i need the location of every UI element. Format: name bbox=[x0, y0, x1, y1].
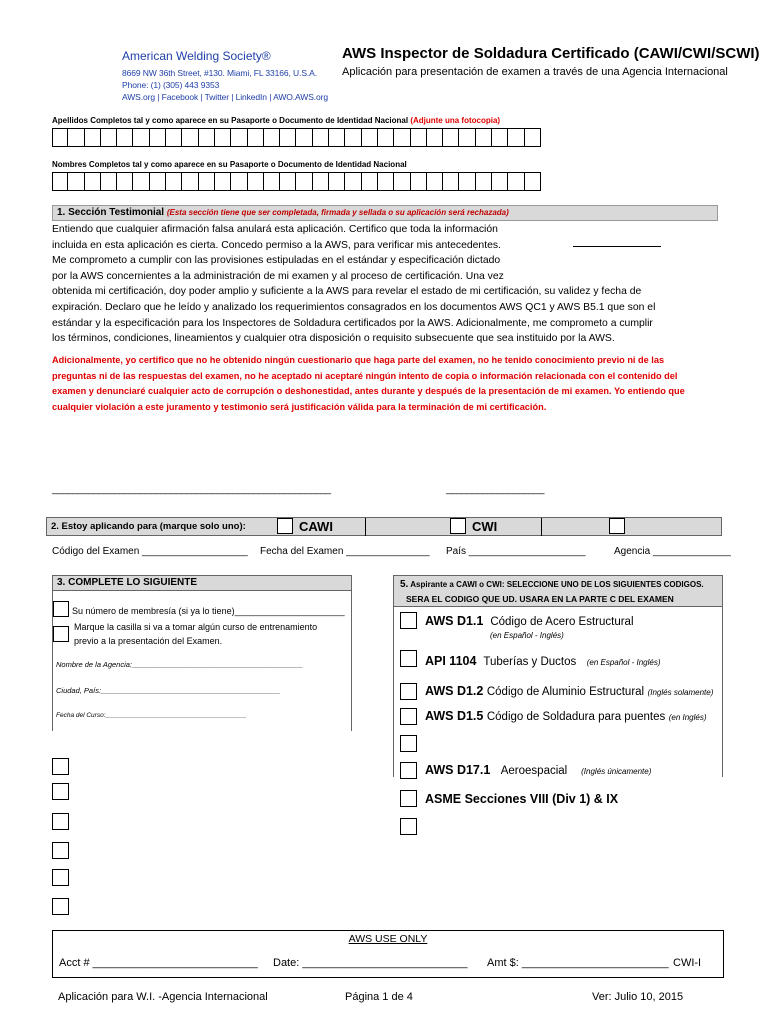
section1-paragraph bbox=[52, 222, 722, 347]
char-box[interactable] bbox=[117, 128, 133, 147]
code-d11-checkbox[interactable] bbox=[400, 612, 417, 629]
char-box[interactable] bbox=[199, 128, 215, 147]
char-box[interactable] bbox=[296, 128, 312, 147]
code-d15-desc: Código de Soldadura para puentes bbox=[486, 711, 666, 723]
left-checkbox[interactable] bbox=[52, 842, 69, 859]
section1-line: Me comprometo a cumplir con las provisiones estipuladas en el estándar y especificación dictado bbox=[52, 255, 501, 267]
char-box[interactable] bbox=[68, 128, 84, 147]
char-box[interactable] bbox=[508, 172, 524, 191]
char-box[interactable] bbox=[394, 172, 410, 191]
char-box[interactable] bbox=[133, 172, 149, 191]
course-text-1: Marque la casilla si va a tomar algún curso de entrenamiento bbox=[74, 622, 318, 632]
char-box[interactable] bbox=[52, 128, 68, 147]
city-country-field[interactable]: Ciudad, País:___________________________________________ bbox=[56, 686, 281, 695]
divider bbox=[365, 518, 366, 536]
code-d171-desc: Aeroespacial bbox=[500, 765, 568, 777]
red-line: cualquier violación a este juramento y testimonio será justificación válida para la terminación de mi certificación. bbox=[52, 401, 547, 412]
org-name: American Welding Society® bbox=[122, 49, 271, 63]
char-box[interactable] bbox=[52, 172, 68, 191]
char-box[interactable] bbox=[329, 172, 345, 191]
code-blank-checkbox[interactable] bbox=[400, 735, 417, 752]
date-line[interactable]: ___________________ bbox=[446, 484, 545, 495]
left-checkbox[interactable] bbox=[52, 898, 69, 915]
char-box[interactable] bbox=[508, 128, 524, 147]
section5-title-rest: Aspirante a CAWI o CWI: SELECCIONE UNO DE LOS SIGUIENTES CODIGOS. bbox=[410, 580, 704, 589]
char-box[interactable] bbox=[525, 128, 541, 147]
surname-label bbox=[52, 116, 500, 125]
org-address: 8669 NW 36th Street, #130. Miami, FL 33166, U.S.A. bbox=[122, 68, 318, 78]
code-api1104-note: (en Español - Inglés) bbox=[586, 658, 661, 667]
section5-header bbox=[393, 575, 723, 607]
org-phone: Phone: (1) (305) 443 9353 bbox=[122, 80, 220, 90]
section5-title-2: SERA EL CODIGO QUE UD. USARA EN LA PARTE C DEL EXAMEN bbox=[406, 594, 674, 604]
char-box[interactable] bbox=[182, 172, 198, 191]
char-box[interactable] bbox=[117, 172, 133, 191]
code-api1104-checkbox[interactable] bbox=[400, 650, 417, 667]
char-box[interactable] bbox=[215, 172, 231, 191]
left-checkbox[interactable] bbox=[52, 783, 69, 800]
surname-boxes[interactable] bbox=[52, 128, 541, 147]
aws-use-title: AWS USE ONLY bbox=[348, 933, 428, 945]
section5-number: 5. bbox=[400, 579, 409, 590]
char-box[interactable] bbox=[525, 172, 541, 191]
section1-line: incluida en esta aplicación es cierta. Concedo permiso a la AWS, para verificar mis antecedentes. bbox=[52, 239, 501, 251]
membership-field[interactable]: Su número de membresía (si ya lo tiene)______________________ bbox=[72, 606, 345, 616]
char-box[interactable] bbox=[68, 172, 84, 191]
char-box[interactable] bbox=[476, 128, 492, 147]
section5-title-1 bbox=[400, 578, 716, 592]
char-box[interactable] bbox=[443, 172, 459, 191]
cawi-label: CAWI bbox=[299, 519, 333, 534]
section2-title: 2. Estoy aplicando para (marque solo uno): bbox=[51, 521, 246, 532]
char-box[interactable] bbox=[231, 128, 247, 147]
surname-note: (Adjunte una fotocopia) bbox=[410, 116, 501, 125]
char-box[interactable] bbox=[378, 128, 394, 147]
membership-checkbox[interactable] bbox=[53, 601, 69, 617]
agency-field[interactable]: Agencia ______________ bbox=[614, 546, 731, 557]
char-box[interactable] bbox=[248, 172, 264, 191]
code-api1104-code: API 1104 bbox=[425, 654, 477, 668]
char-box[interactable] bbox=[459, 172, 475, 191]
char-box[interactable] bbox=[231, 172, 247, 191]
red-line: preguntas ni de las respuestas del examen, no he aceptado ni aceptaré ningún intento de copia o información relacionada con el contenido del bbox=[52, 370, 678, 381]
course-text-2: previo a la presentación del Examen. bbox=[74, 636, 223, 646]
code-d15-note: (en Inglés) bbox=[668, 713, 707, 722]
char-box[interactable] bbox=[411, 128, 427, 147]
given-names-label: Nombres Completos tal y como aparece en su Pasaporte o Documento de Identidad Nacional bbox=[52, 160, 407, 169]
char-box[interactable] bbox=[150, 172, 166, 191]
char-box[interactable] bbox=[362, 128, 378, 147]
page-subtitle: Aplicación para presentación de examen a través de una Agencia Internacional bbox=[342, 66, 728, 78]
char-box[interactable] bbox=[150, 128, 166, 147]
char-box[interactable] bbox=[280, 172, 296, 191]
footer-page: Página 1 de 4 bbox=[345, 991, 413, 1003]
char-box[interactable] bbox=[411, 172, 427, 191]
country-field[interactable]: País _____________________ bbox=[446, 546, 586, 557]
char-box[interactable] bbox=[101, 172, 117, 191]
code-d11-note: (en Español - Inglés) bbox=[490, 631, 564, 640]
char-box[interactable] bbox=[394, 128, 410, 147]
section1-line: estándar y la especificación para los Inspectores de Soldadura certificados por la AWS. Adicionalmente, me comprometo a cumplir bbox=[52, 317, 653, 329]
code-d12-note: (Inglés solamente) bbox=[647, 688, 714, 697]
code-d171-note: (Inglés únicamente) bbox=[581, 767, 652, 776]
code-d12-checkbox[interactable] bbox=[400, 683, 417, 700]
char-box[interactable] bbox=[443, 128, 459, 147]
code-asme: ASME Secciones VIII (Div 1) & IX bbox=[425, 792, 619, 806]
divider bbox=[541, 518, 542, 536]
code-d12-code: AWS D1.2 bbox=[425, 684, 484, 698]
char-box[interactable] bbox=[345, 128, 361, 147]
exam-code-field[interactable]: Código del Examen ___________________ bbox=[52, 546, 248, 557]
acct-field[interactable]: Acct # ___________________________ bbox=[59, 957, 258, 969]
char-box[interactable] bbox=[182, 128, 198, 147]
exam-date-field[interactable]: Fecha del Examen _______________ bbox=[260, 546, 430, 557]
char-box[interactable] bbox=[345, 172, 361, 191]
section1-line: expiración. Declaro que he leído y analizado los requerimientos consagrados en los documentos AWS QC1 y AWS B5.1 que son el bbox=[52, 301, 656, 313]
code-d15 bbox=[425, 709, 707, 723]
char-box[interactable] bbox=[248, 128, 264, 147]
section1-line: los términos, condiciones, lineamientos y cualquier otra disposición o requisito subsecuente que sea instituido por la AWS. bbox=[52, 333, 615, 345]
code-asme-checkbox[interactable] bbox=[400, 790, 417, 807]
code-d12-desc: Código de Aluminio Estructural bbox=[486, 686, 645, 698]
char-box[interactable] bbox=[280, 128, 296, 147]
char-box[interactable] bbox=[313, 172, 329, 191]
code-d11-desc: Código de Acero Estructural bbox=[490, 616, 634, 628]
code-d171-code: AWS D17.1 bbox=[425, 763, 491, 777]
section1-red-paragraph bbox=[52, 353, 722, 415]
section1-line: obtenida mi certificación, doy poder amplio y suficiente a la AWS para revelar el estado de mi certificación, su validez y fecha de bbox=[52, 286, 642, 298]
section1-header bbox=[52, 205, 718, 221]
code-blank-checkbox[interactable] bbox=[400, 818, 417, 835]
amt-field[interactable]: Amt $: ________________________ bbox=[487, 957, 669, 969]
char-box[interactable] bbox=[199, 172, 215, 191]
char-box[interactable] bbox=[101, 128, 117, 147]
char-box[interactable] bbox=[476, 172, 492, 191]
code-api1104 bbox=[425, 654, 661, 668]
code-d15-code: AWS D1.5 bbox=[425, 709, 484, 723]
code-d12 bbox=[425, 684, 713, 698]
course-date-field[interactable]: Fecha del Curso:_______________________________________ bbox=[56, 712, 247, 719]
code-d15-checkbox[interactable] bbox=[400, 708, 417, 725]
red-line: examen y denunciaré cualquier acto de corrupción o deshonestidad, antes durante y después de la presentación de mi examen. Yo entiendo que bbox=[52, 386, 685, 396]
left-checkbox[interactable] bbox=[52, 869, 69, 886]
code-api1104-desc: Tuberías y Ductos bbox=[483, 656, 577, 668]
scwi-checkbox[interactable] bbox=[609, 518, 625, 534]
char-box[interactable] bbox=[264, 172, 280, 191]
section1-title: 1. Sección Testimonial bbox=[57, 207, 165, 218]
section1-line: Entiendo que cualquier afirmación falsa anulará esta aplicación. Certifico que toda la información bbox=[52, 224, 498, 235]
char-box[interactable] bbox=[329, 128, 345, 147]
acct-code: CWI-I bbox=[673, 957, 702, 969]
section3-header: 3. COMPLETE LO SIGUIENTE bbox=[52, 575, 352, 591]
aws-use-only-box bbox=[52, 930, 724, 978]
char-box[interactable] bbox=[427, 172, 443, 191]
char-box[interactable] bbox=[492, 172, 508, 191]
surname-label-text: Apellidos Completos tal y como aparece en su Pasaporte o Documento de Identidad Nacional bbox=[52, 116, 409, 125]
cwi-checkbox[interactable] bbox=[450, 518, 466, 534]
char-box[interactable] bbox=[85, 172, 101, 191]
section1-note: (Esta sección tiene que ser completada, firmada y sellada o su aplicación será rechazada) bbox=[166, 208, 509, 217]
char-box[interactable] bbox=[362, 172, 378, 191]
char-box[interactable] bbox=[85, 128, 101, 147]
char-box[interactable] bbox=[166, 128, 182, 147]
course-checkbox[interactable] bbox=[53, 626, 69, 642]
footer-left: Aplicación para W.I. -Agencia Internacional bbox=[58, 991, 268, 1003]
char-box[interactable] bbox=[264, 128, 280, 147]
char-box[interactable] bbox=[313, 128, 329, 147]
given-names-boxes[interactable] bbox=[52, 172, 541, 191]
char-box[interactable] bbox=[166, 172, 182, 191]
red-line: Adicionalmente, yo certifico que no he obtenido ningún cuestionario que haga parte del examen, no he tenido conocimiento previo ni de las bbox=[52, 355, 665, 365]
section1-line: por la AWS concernientes a la administración de mi examen y al proceso de certificación. Una vez bbox=[52, 270, 504, 282]
char-box[interactable] bbox=[133, 128, 149, 147]
char-box[interactable] bbox=[492, 128, 508, 147]
code-d171 bbox=[425, 763, 651, 777]
char-box[interactable] bbox=[427, 128, 443, 147]
char-box[interactable] bbox=[215, 128, 231, 147]
agency-name-field[interactable]: Nombre de la Agencia:_________________________________________ bbox=[56, 660, 304, 669]
cawi-checkbox[interactable] bbox=[277, 518, 293, 534]
cwi-label: CWI bbox=[472, 519, 498, 534]
code-d11-code: AWS D1.1 bbox=[425, 614, 484, 628]
signature-line[interactable]: ______________________________________________________ bbox=[52, 484, 331, 495]
date-field[interactable]: Date: ___________________________ bbox=[273, 957, 468, 969]
section2-bar bbox=[46, 517, 722, 536]
page-title: AWS Inspector de Soldadura Certificado (CAWI/CWI/SCWI) bbox=[342, 45, 760, 62]
char-box[interactable] bbox=[459, 128, 475, 147]
char-box[interactable] bbox=[296, 172, 312, 191]
left-checkbox[interactable] bbox=[52, 758, 69, 775]
code-d171-checkbox[interactable] bbox=[400, 762, 417, 779]
left-checkbox[interactable] bbox=[52, 813, 69, 830]
char-box[interactable] bbox=[378, 172, 394, 191]
code-d11 bbox=[425, 614, 634, 628]
footer-version: Ver: Julio 10, 2015 bbox=[592, 991, 684, 1003]
org-links[interactable]: AWS.org | Facebook | Twitter | LinkedIn | AWO.AWS.org bbox=[122, 92, 329, 102]
